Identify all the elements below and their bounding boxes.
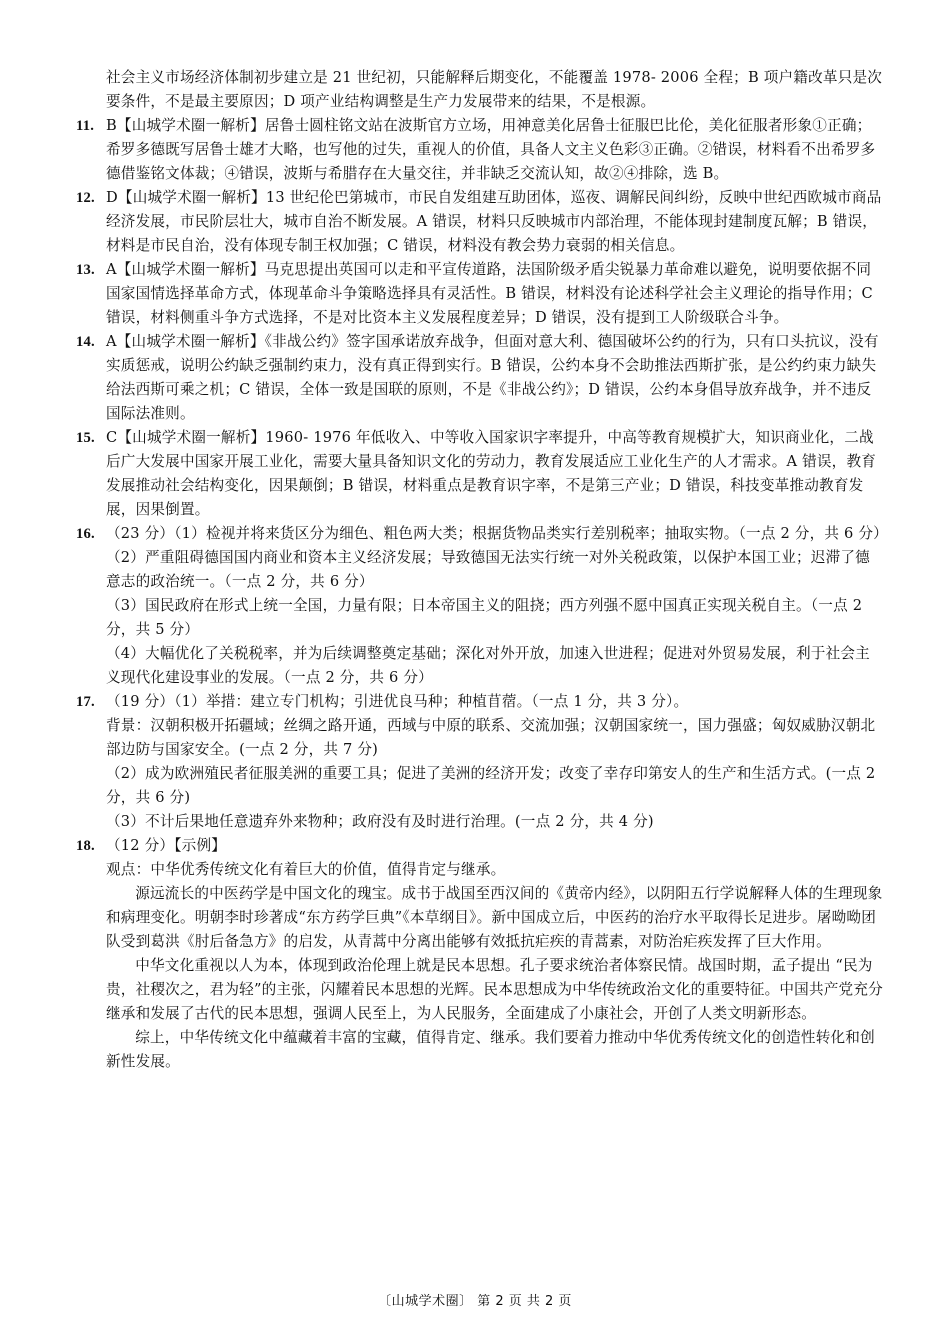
item-number: 18. — [76, 838, 95, 854]
item-number: 15. — [76, 430, 95, 446]
item-text: C【山城学术圈一解析】1960- 1976 年低收入、中等收入国家识字率提升，中高等教育规模扩大，知识商业化，二战后广大发展中国家开展工业化，需要大量具备知识文化的劳动力，教育发展适应工业化生产的人才需求。A 错误，教育发展推动社会结构变化，因果颠倒；B 错误，材料重点是教育识字率，不是第三产业；D 错误，科技变革推动教育发展，因果倒置。 — [106, 429, 877, 518]
item-number: 13. — [76, 262, 95, 278]
item-text: （23 分）（1）检视并将来货区分为细色、粗色两大类；根据货物品类实行差别税率；抽取实物。（一点 2 分，共 6 分） — [106, 525, 888, 542]
item-number: 14. — [76, 334, 95, 350]
answer-item-11 — [76, 114, 884, 186]
item-number: 17. — [76, 694, 95, 710]
q18-paragraph-2: 中华文化重视以人为本，体现到政治伦理上就是民本思想。孔子要求统治者体察民情。战国时期，孟子提出 “民为贵，社稷次之，君为轻”的主张，闪耀着民本思想的光辉。民本思想成为中华传统政治文化的重要特征。中国共产党充分继承和发展了古代的民本思想，强调人民至上，为人民服务，全面建成了小康社会，开创了人类文明新形态。 — [106, 957, 883, 1022]
q18-viewpoint: 观点：中华优秀传统文化有着巨大的价值，值得肯定与继承。 — [106, 861, 506, 878]
q16-part-3: （3）国民政府在形式上统一全国，力量有限；日本帝国主义的阻挠；西方列强不愿中国真正实现关税自主。（一点 2 分，共 5 分） — [106, 597, 863, 638]
q18-paragraph-1: 源远流长的中医药学是中国文化的瑰宝。成书于战国至西汉间的《黄帝内经》，以阴阳五行学说解释人体的生理现象和病理变化。明朝李时珍著成“东方药学巨典”《本草纲目》。新中国成立后，中医药的治疗水平取得长足进步。屠呦呦团队受到葛洪《肘后备急方》的启发，从青蒿中分离出能够有效抵抗疟疾的青蒿素，对防治疟疾发挥了巨大作用。 — [106, 885, 883, 950]
q16-part-2: （2）严重阻碍德国国内商业和资本主义经济发展；导致德国无法实行统一对外关税政策，以保护本国工业；迟滞了德意志的政治统一。（一点 2 分，共 6 分） — [106, 549, 870, 590]
intro-paragraph: 社会主义市场经济体制初步建立是 21 世纪初，只能解释后期变化，不能覆盖 1978- 2006 全程；B 项户籍改革只是次要条件，不是最主要原因；D 项产业结构调整是生产力发展带来的结果，不是根源。 — [106, 69, 883, 110]
answer-item-16 — [76, 522, 888, 546]
q17-part-3: （3）不计后果地任意遗弃外来物种；政府没有及时进行治理。(一点 2 分，共 4 分) — [106, 813, 654, 830]
q16-part-4: （4）大幅优化了关税税率，并为后续调整奠定基础；深化对外开放，加速入世进程；促进对外贸易发展，利于社会主义现代化建设事业的发展。（一点 2 分，共 6 分） — [106, 645, 870, 686]
answer-item-12 — [76, 186, 884, 258]
item-text: B【山城学术圈一解析】居鲁士圆柱铭文站在波斯官方立场，用神意美化居鲁士征服巴比伦，美化征服者形象①正确；希罗多德既写居鲁士雄才大略，也写他的过失，重视人的价值，具备人文主义色彩③正确。②错误，材料看不出希罗多德借鉴铭文体裁；④错误，波斯与希腊存在大量交往，并非缺乏交流认知，故②④排除，选 B。 — [106, 117, 876, 182]
item-number: 16. — [76, 526, 95, 542]
item-text: （12 分）【示例】 — [106, 837, 227, 854]
answer-item-13 — [76, 258, 884, 330]
item-number: 12. — [76, 190, 95, 206]
item-text: A【山城学术圈一解析】马克思提出英国可以走和平宣传道路，法国阶级矛盾尖锐暴力革命难以避免，说明要依据不同国家国情选择革命方式，体现革命斗争策略选择具有灵活性。B 错误，材料没有论述科学社会主义理论的指导作用；C 错误，材料侧重斗争方式选择，不是对比资本主义发展程度差异；D 错误，没有提到工人阶级联合斗争。 — [106, 261, 873, 326]
q17-background: 背景：汉朝积极开拓疆域；丝绸之路开通，西域与中原的联系、交流加强；汉朝国家统一，国力强盛；匈奴威胁汉朝北部边防与国家安全。(一点 2 分，共 7 分) — [106, 717, 876, 758]
answer-item-15 — [76, 426, 884, 522]
item-text: （19 分）（1）举措：建立专门机构；引进优良马种；种植苜蓿。（一点 1 分，共 3 分）。 — [106, 693, 689, 710]
answer-item-18 — [76, 834, 884, 858]
item-text: A【山城学术圈一解析】《非战公约》签字国承诺放弃战争，但面对意大利、德国破坏公约的行为，只有口头抗议，没有实质惩戒，说明公约缺乏强制约束力，没有真正得到实行。B 错误，公约本身不会助推法西斯扩张，是公约约束力缺失给法西斯可乘之机；C 错误，全体一致是国联的原则，不是《非战公约》；D 错误，公约本身倡导放弃战争，并不违反国际法准则。 — [106, 333, 879, 422]
q18-paragraph-3: 综上，中华传统文化中蕴藏着丰富的宝藏，值得肯定、继承。我们要着力推动中华优秀传统文化的创造性转化和创新性发展。 — [106, 1029, 875, 1070]
q17-part-2: （2）成为欧洲殖民者征服美洲的重要工具；促进了美洲的经济开发；改变了幸存印第安人的生产和生活方式。(一点 2 分，共 6 分) — [106, 765, 876, 806]
answer-content — [76, 66, 888, 1074]
item-number: 11. — [76, 118, 95, 134]
answer-item-14 — [76, 330, 884, 426]
item-text: D【山城学术圈一解析】13 世纪伦巴第城市，市民自发组建互助团体，巡夜、调解民间纠纷，反映中世纪西欧城市商品经济发展，市民阶层壮大，城市自治不断发展。A 错误，材料只反映城市内部治理，不能体现封建制度瓦解；B 错误，材料是市民自治，没有体现专制王权加强；C 错误，材料没有教会势力衰弱的相关信息。 — [106, 189, 882, 254]
answer-item-17 — [76, 690, 884, 714]
page-footer: 〔山城学术圈〕 第 2 页 共 2 页 — [378, 1294, 572, 1309]
